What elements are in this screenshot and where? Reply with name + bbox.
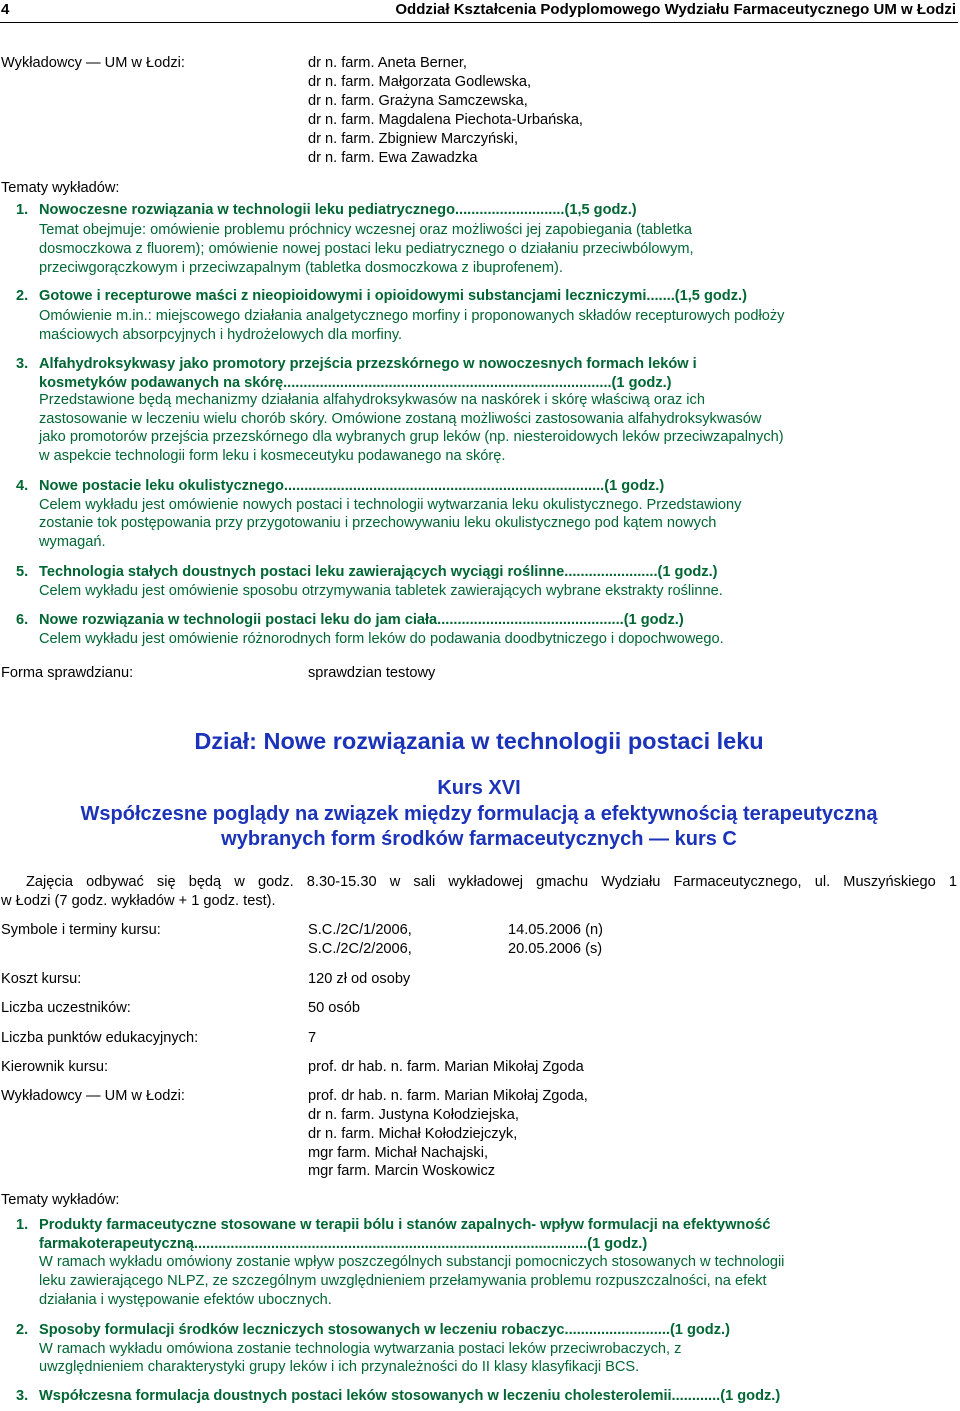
topic-heading: Gotowe i recepturowe maści z nieopioidowymi i opioidowymi substancjami leczniczymi.......(1,5 godz.) <box>39 288 747 304</box>
lecturer: dr n. farm. Zbigniew Marczyński, <box>308 131 519 147</box>
page-number: 4 <box>1 1 10 18</box>
cost-label: Koszt kursu: <box>1 971 82 987</box>
topic-description: maściowych absorpcyjnych i hydrożelowych dla morfiny. <box>39 327 403 343</box>
topic-heading-line: kosmetyków podawanych na skórę.................................................................................(1 godz.) <box>39 374 672 391</box>
topics-label: Tematy wykładów: <box>1 180 120 196</box>
lecturers-label: Wykładowcy — UM w Łodzi: <box>1 55 185 71</box>
topic-heading: Nowoczesne rozwiązania w technologii leku pediatrycznego...........................(1,5 godz.) <box>39 202 637 218</box>
topic-description: zastosowanie w leczeniu wielu chorób skóry. Omówione zostaną możliwości zastosowania alfahydroksykwasów <box>39 411 762 427</box>
topic-description: przeciwgorączkowym i przeciwzapalnym (tabletka dosmoczkowa z ibuprofenem). <box>39 260 563 276</box>
topic-heading: Współczesna formulacja doustnych postaci leków stosowanych w leczeniu cholesterolemii............(1 godz.) <box>39 1388 781 1404</box>
topics-label: Tematy wykładów: <box>1 1192 120 1208</box>
topic-heading: Nowe rozwiązania w technologii postaci leku do jam ciała..............................................(1 godz.) <box>39 612 684 628</box>
lecturer: mgr farm. Marcin Woskowicz <box>308 1163 496 1179</box>
lecturer: dr n. farm. Aneta Berner, <box>308 55 467 71</box>
topic-description: jako promotorów przejścia przezskórnego dla wybranych grup leków (np. niesteroidowych leków przeciwzapalnych) <box>39 429 784 445</box>
course-head-value: prof. dr hab. n. farm. Marian Mikołaj Zgoda <box>308 1059 584 1075</box>
topic-description: Temat obejmuje: omówienie problemu próchnicy wczesnej oraz możliwości jej zapobiegania (tabletka <box>39 222 692 238</box>
participants-value: 50 osób <box>308 1000 360 1016</box>
topic-description: w aspekcie technologii form leku i kosmeceutyku podawanego na skórę. <box>39 448 506 464</box>
topic-number: 1. <box>16 1217 29 1233</box>
topic-heading <box>39 355 871 392</box>
lecturers-label: Wykładowcy — UM w Łodzi: <box>1 1088 185 1104</box>
lecturer: dr n. farm. Magdalena Piechota-Urbańska, <box>308 112 583 128</box>
exam-form-label: Forma sprawdzianu: <box>1 665 134 681</box>
points-label: Liczba punktów edukacyjnych: <box>1 1030 199 1046</box>
page-header <box>0 0 958 23</box>
topic-description-lead: Omówienie m.in. <box>39 308 148 324</box>
course-intro-line: w Łodzi (7 godz. wykładów + 1 godz. test). <box>1 893 276 909</box>
course-symbol: S.C./2C/1/2006, <box>308 922 412 938</box>
section-title: Dział: Nowe rozwiązania w technologii postaci leku <box>194 728 764 754</box>
symbols-label: Symbole i terminy kursu: <box>1 922 161 938</box>
topic-description-text: : miejscowego działania analgetycznego morfiny i proponowanych składów recepturowych podłoży <box>147 308 785 324</box>
course-intro-line: Zajęcia odbywać się będą w godz. 8.30-15.30 w sali wykładowej gmachu Wydziału Farmaceutycznego, ul. Muszyńskiego 1 <box>26 874 957 890</box>
course-title: wybranych form środków farmaceutycznych — kurs C <box>221 828 737 850</box>
topic-number: 3. <box>16 356 29 372</box>
topic-description: Przedstawione będą mechanizmy działania alfahydroksykwasów na naskórek i skórę właściwą oraz ich <box>39 392 705 408</box>
lecturer: dr n. farm. Grażyna Samczewska, <box>308 93 528 109</box>
course-date: 20.05.2006 (s) <box>508 941 603 957</box>
course-head-label: Kierownik kursu: <box>1 1059 109 1075</box>
topic-heading: Sposoby formulacji środków leczniczych stosowanych w leczeniu robaczyc..........................(1 godz.) <box>39 1322 730 1338</box>
topic-heading <box>39 1216 871 1253</box>
cost-value: 120 zł od osoby <box>308 971 411 987</box>
participants-label: Liczba uczestników: <box>1 1000 131 1016</box>
course-symbol: S.C./2C/2/2006, <box>308 941 412 957</box>
lecturer: mgr farm. Michał Nachajski, <box>308 1145 489 1161</box>
topic-description: uwzględnieniem charakterystyki grupy leków i ich przynależności do II klasy klasyfikacji BCS. <box>39 1359 640 1375</box>
topic-description: W ramach wykładu omówiona zostanie technologia wytwarzania postaci leków przeciwrobaczych, z <box>39 1341 682 1357</box>
course-intro <box>1 873 957 911</box>
topic-heading: Technologia stałych doustnych postaci leku zawierających wyciągi roślinne.......................(1 godz.) <box>39 564 718 580</box>
course-title: Współczesne poglądy na związek między formulacją a efektywnością terapeutyczną <box>80 803 878 825</box>
topic-heading: Nowe postacie leku okulistycznego...............................................................................(1 godz.) <box>39 478 665 494</box>
topic-heading-line: Produkty farmaceutyczne stosowane w terapii bólu i stanów zapalnych- wpływ formulacji na efektywność <box>39 1217 771 1233</box>
course-number: Kurs XVI <box>437 777 521 799</box>
topic-number: 1. <box>16 202 29 218</box>
topic-number: 4. <box>16 478 29 494</box>
topic-description: zostanie tok postępowania przy przygotowaniu i przechowywaniu leku okulistycznego pod kątem nowych <box>39 515 717 531</box>
exam-form-value: sprawdzian testowy <box>308 665 436 681</box>
topic-description: działania i występowanie efektów ubocznych. <box>39 1292 332 1308</box>
topic-description: Celem wykładu jest omówienie sposobu otrzymywania tabletek zawierających wybrane ekstrakty roślinne. <box>39 583 723 599</box>
topic-description: W ramach wykładu omówiony zostanie wpływ poszczególnych substancji pomocniczych stosowanych w technologii <box>39 1254 785 1270</box>
topic-number: 2. <box>16 288 29 304</box>
lecturer: dr n. farm. Ewa Zawadzka <box>308 150 478 166</box>
lecturer: prof. dr hab. n. farm. Marian Mikołaj Zgoda, <box>308 1088 588 1104</box>
lecturer: dr n. farm. Małgorzata Godlewska, <box>308 74 532 90</box>
topic-number: 6. <box>16 612 29 628</box>
running-title: Oddział Kształcenia Podyplomowego Wydziału Farmaceutycznego UM w Łodzi <box>395 1 956 18</box>
topic-number: 5. <box>16 564 29 580</box>
topic-heading-line: Alfahydroksykwasy jako promotory przejścia przezskórnego w nowoczesnych formach leków i <box>39 356 697 372</box>
topic-description: Celem wykładu jest omówienie nowych postaci i technologii wytwarzania leku okulistycznego. Przedstawiony <box>39 497 742 513</box>
topic-description: Celem wykładu jest omówienie różnorodnych form leków do podawania doodbytniczego i dopochwowego. <box>39 631 724 647</box>
lecturer: dr n. farm. Michał Kołodziejczyk, <box>308 1126 518 1142</box>
topic-heading-line: farmakoterapeutyczną.................................................................................................(1 godz.) <box>39 1235 648 1252</box>
topic-description: leku zawierającego NLPZ, ze szczególnym uwzględnieniem przełamywania problemu rozpuszczalności, na efekt <box>39 1273 767 1289</box>
topic-description: dosmoczkowa z fluorem); omówienie nowej postaci leku pediatrycznego o działaniu przeciwbólowym, <box>39 241 694 257</box>
topic-description <box>39 307 879 326</box>
points-value: 7 <box>308 1030 317 1046</box>
lecturer: dr n. farm. Justyna Kołodziejska, <box>308 1107 519 1123</box>
topic-number: 3. <box>16 1388 29 1404</box>
topic-number: 2. <box>16 1322 29 1338</box>
course-date: 14.05.2006 (n) <box>508 922 603 938</box>
topic-description: wymagań. <box>39 534 106 550</box>
